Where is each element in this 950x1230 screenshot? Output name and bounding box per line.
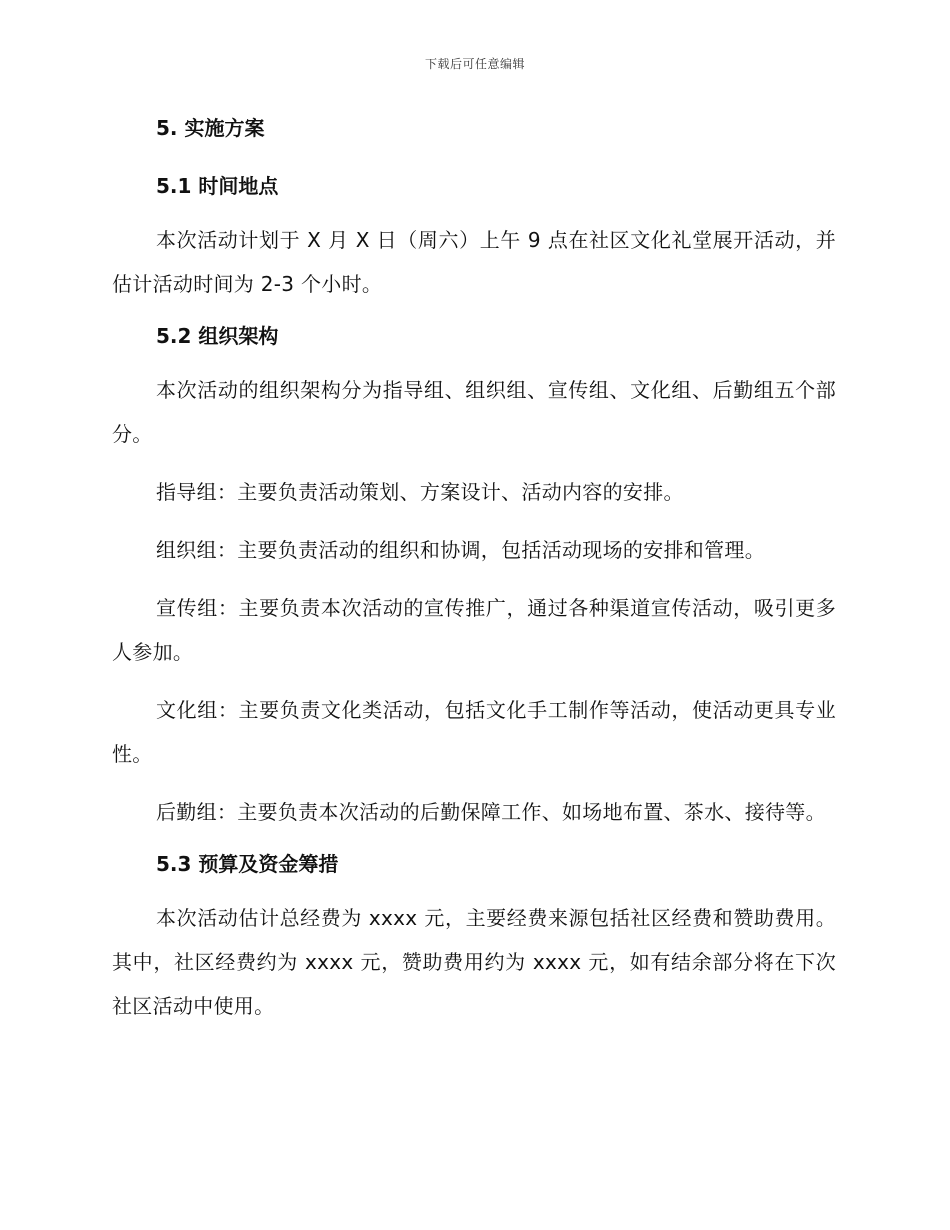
paragraph-budget: 本次活动估计总经费为 xxxx 元，主要经费来源包括社区经费和赞助费用。其中，社区经费约为 xxxx 元，赞助费用约为 xxxx 元，如有结余部分将在下次社区活动中使用。	[112, 906, 836, 1018]
section-heading-5-1: 5.1 时间地点	[156, 174, 279, 198]
paragraph-time-location: 本次活动计划于 X 月 X 日（周六）上午 9 点在社区文化礼堂展开活动，并估计活动时间为 2-3 个小时。	[112, 228, 836, 296]
paragraph-organizing-group: 组织组：主要负责活动的组织和协调，包括活动现场的安排和管理。	[156, 538, 765, 562]
section-heading-5-3: 5.3 预算及资金筹措	[156, 852, 339, 876]
section-heading-5: 5. 实施方案	[156, 116, 265, 140]
paragraph-guidance-group: 指导组：主要负责活动策划、方案设计、活动内容的安排。	[156, 480, 684, 504]
paragraph-publicity-group: 宣传组：主要负责本次活动的宣传推广，通过各种渠道宣传活动，吸引更多人参加。	[112, 596, 836, 664]
section-heading-5-2: 5.2 组织架构	[156, 324, 279, 348]
document-body	[112, 112, 836, 1028]
paragraph-culture-group: 文化组：主要负责文化类活动，包括文化手工制作等活动，使活动更具专业性。	[112, 698, 836, 766]
page-header: 下载后可任意编辑	[424, 57, 525, 71]
paragraph-org-structure: 本次活动的组织架构分为指导组、组织组、宣传组、文化组、后勤组五个部分。	[112, 378, 836, 446]
paragraph-logistics-group: 后勤组：主要负责本次活动的后勤保障工作、如场地布置、茶水、接待等。	[156, 800, 826, 824]
